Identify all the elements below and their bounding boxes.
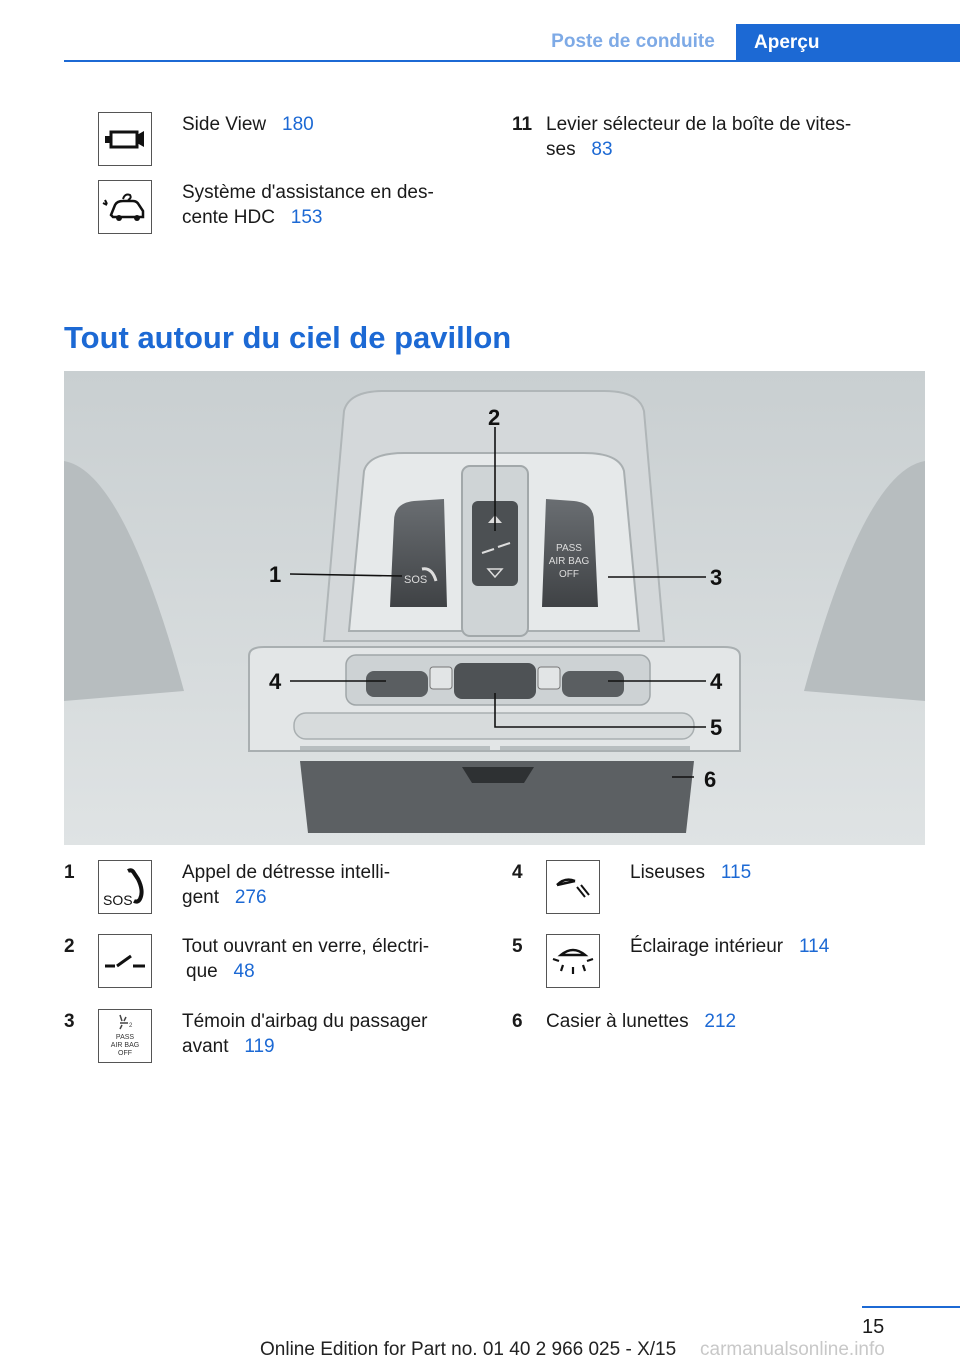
legend-6-page-link[interactable]: 212 [704,1011,737,1032]
legend-3-line2: avant [182,1036,229,1057]
reading-light-icon [546,860,600,914]
watermark: carmanualsonline.info [700,1339,885,1360]
footer-rule [862,1306,960,1308]
legend-4-line1: Liseuses [630,862,705,883]
hdc-entry [182,180,434,230]
side-view-label: Side View [182,114,267,135]
legend-1-page-link[interactable]: 276 [234,887,267,908]
legend-6-number: 6 [512,1011,523,1032]
legend-3-text [182,1009,428,1059]
page-number: 15 [862,1316,885,1338]
svg-text:OFF: OFF [559,569,579,580]
overhead-console-figure [64,371,925,845]
passenger-airbag-off-icon [98,1009,152,1063]
legend-1-line2: gent [182,887,219,908]
svg-text:AIR BAG: AIR BAG [548,556,590,567]
legend-2-line2: que [186,961,218,982]
sos-call-icon [98,860,152,914]
hill-descent-control-icon [98,180,152,234]
gear-selector-entry [546,112,851,162]
legend-6-text [546,1009,736,1034]
airbag-icon-text-3: OFF [118,1050,132,1057]
legend-4-page-link[interactable]: 115 [720,862,752,883]
sos-icon-text: SOS [103,892,133,908]
airbag-icon-text-2: AIR BAG [110,1042,140,1049]
airbag-icon-text-1: PASS [115,1034,135,1041]
edition-text: Online Edition for Part no. 01 40 2 966 025 - X/15 [260,1339,677,1360]
legend-5-text [630,934,829,959]
side-view-page-link[interactable]: 180 [282,114,314,135]
legend-2-page-link[interactable]: 48 [233,961,255,982]
gear-selector-page-link[interactable]: 83 [591,139,613,160]
hdc-page-link[interactable]: 153 [290,207,323,228]
legend-4-number: 4 [512,862,523,883]
side-view-camera-icon [98,112,152,166]
gear-selector-line2: ses [546,139,576,160]
header-active-tab: Aperçu [736,24,960,62]
callout-4-right: 4 [710,669,723,694]
gear-selector-line1: Levier sélecteur de la boîte de vites- [546,114,852,135]
legend-5-line1: Éclairage intérieur [630,936,784,957]
callout-2: 2 [488,405,501,430]
legend-3-page-link[interactable]: 119 [244,1036,275,1057]
svg-text:PASS: PASS [556,543,582,554]
legend-4-text [630,860,751,885]
legend-3-number: 3 [64,1011,75,1032]
svg-text:2: 2 [129,1023,133,1029]
hdc-label-line1: Système d'assistance en des- [182,182,434,203]
legend-5-number: 5 [512,936,523,957]
header-rule [64,60,960,62]
callout-6: 6 [704,767,717,792]
side-view-entry [182,112,314,137]
legend-1-line1: Appel de détresse intelli- [182,862,391,883]
legend-2-line1: Tout ouvrant en verre, électri- [182,936,430,957]
legend-1-number: 1 [64,862,75,883]
legend-1-text [182,860,390,910]
callout-1: 1 [269,562,282,587]
callout-3: 3 [710,565,723,590]
interior-light-icon [546,934,600,988]
callout-5: 5 [710,715,723,740]
legend-3-line1: Témoin d'airbag du passager [182,1011,428,1032]
header-section-title: Poste de conduite [551,31,715,52]
legend-5-page-link[interactable]: 114 [798,936,830,957]
legend-2-number: 2 [64,936,75,957]
legend-6-line1: Casier à lunettes [546,1011,689,1032]
item-11-number: 11 [512,114,533,135]
sos-button-text: SOS [404,574,428,586]
hdc-label-line2: cente HDC [182,207,275,228]
glass-sunroof-icon [98,934,152,988]
section-title: Tout autour du ciel de pavillon [64,320,512,355]
legend-2-text [182,934,429,984]
callout-4-left: 4 [269,669,282,694]
